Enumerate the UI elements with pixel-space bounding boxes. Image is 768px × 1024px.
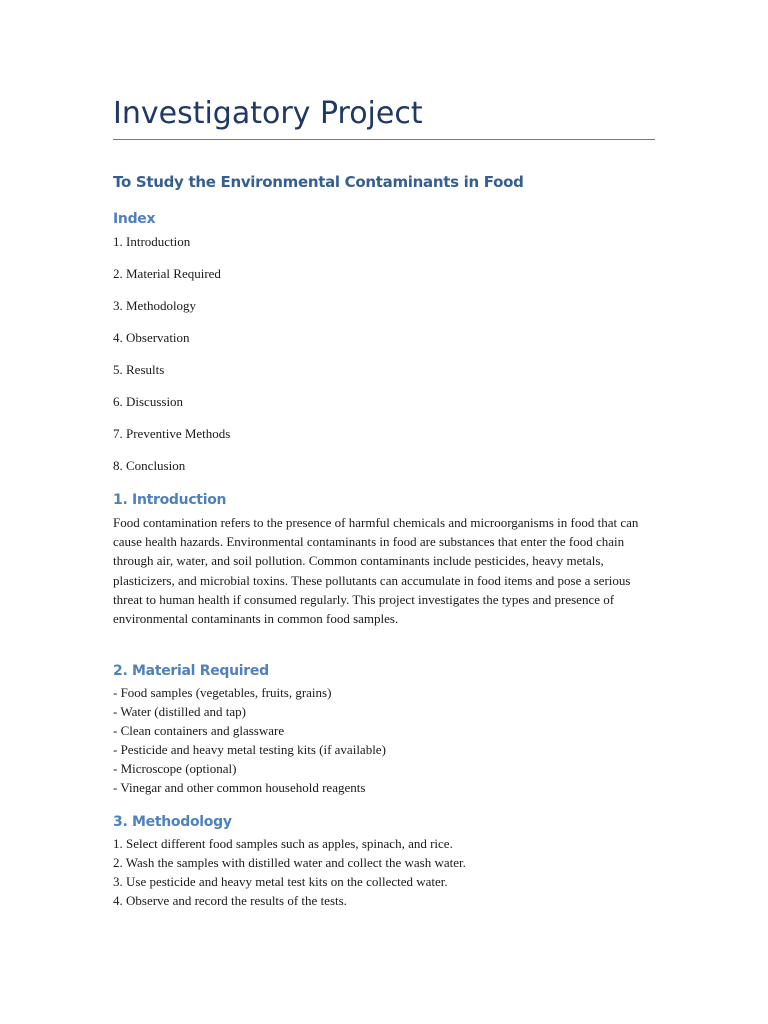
- index-item: 1. Introduction: [113, 234, 191, 249]
- methodology-step: 2. Wash the samples with distilled water and collect the wash water.: [113, 855, 466, 870]
- introduction-paragraph: Food contamination refers to the presence of harmful chemicals and microorganisms in food that can cause health hazards. Environmental contaminants in food are substances that enter the food chain through air, water, and soil pollution. Common contaminants include pesticides, heavy metals, plasticizers, and microbial toxins. These pollutants can accumulate in food items and pose a serious threat to human health if consumed regularly. This project investigates the types and presence of environmental contaminants in common food samples.: [113, 515, 639, 627]
- material-item: - Pesticide and heavy metal testing kits (if available): [113, 742, 386, 757]
- methodology-step: 1. Select different food samples such as apples, spinach, and rice.: [113, 836, 453, 851]
- index-item: 7. Preventive Methods: [113, 426, 231, 441]
- materials-heading: 2. Material Required: [113, 663, 269, 679]
- introduction-heading: 1. Introduction: [113, 492, 227, 508]
- material-item: - Vinegar and other common household reagents: [113, 780, 366, 795]
- index-item: 2. Material Required: [113, 266, 221, 281]
- index-heading: Index: [113, 211, 156, 227]
- index-item: 4. Observation: [113, 330, 190, 345]
- index-item: 5. Results: [113, 362, 165, 377]
- index-item: 6. Discussion: [113, 394, 184, 409]
- title-underline: [113, 139, 655, 140]
- document-subtitle: To Study the Environmental Contaminants in Food: [113, 173, 524, 191]
- index-item: 3. Methodology: [113, 298, 197, 313]
- index-item: 8. Conclusion: [113, 458, 186, 473]
- methodology-step: 3. Use pesticide and heavy metal test kits on the collected water.: [113, 874, 448, 889]
- methodology-heading: 3. Methodology: [113, 814, 232, 830]
- material-item: - Clean containers and glassware: [113, 723, 285, 738]
- document-title: Investigatory Project: [113, 96, 423, 131]
- material-item: - Food samples (vegetables, fruits, grains): [113, 685, 332, 700]
- material-item: - Water (distilled and tap): [113, 704, 247, 719]
- material-item: - Microscope (optional): [113, 761, 237, 776]
- methodology-step: 4. Observe and record the results of the tests.: [113, 893, 347, 908]
